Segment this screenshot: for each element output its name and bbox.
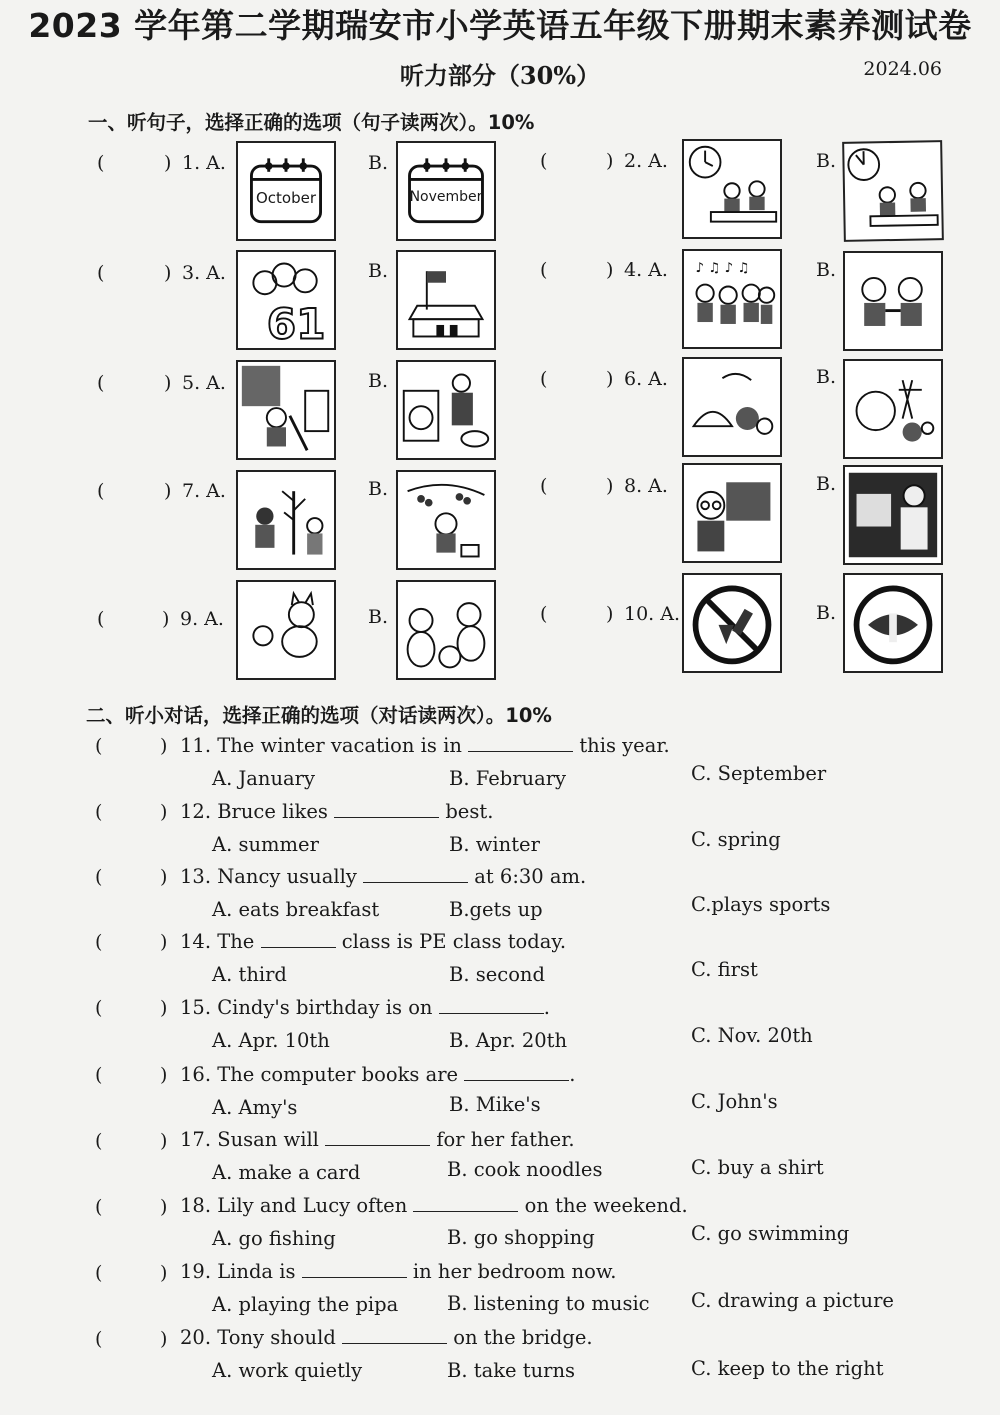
answer-paren-left: ( [97, 608, 105, 630]
q6-b-label: B. [816, 366, 837, 388]
q14-option-c: C. first [691, 958, 758, 981]
q14-blank[interactable] [261, 932, 336, 948]
answer-paren-left: ( [95, 801, 103, 823]
answer-paren-left: ( [97, 480, 105, 502]
answer-paren-left: ( [540, 259, 548, 281]
q5-a-picture-sweeping [236, 360, 336, 460]
q4-label: 4. A. [624, 259, 668, 281]
q1-a-calendar-text: October [255, 189, 317, 207]
q11-text-post: this year. [579, 734, 670, 757]
answer-paren-left: ( [95, 1196, 103, 1218]
q14-text-post: class is PE class today. [341, 930, 567, 953]
section2-heading: 二、听小对话，选择正确的选项（对话读两次）。10% [86, 704, 552, 727]
answer-paren-right: ) [164, 152, 172, 174]
answer-paren-right: ) [160, 1262, 168, 1284]
q19-text-post: in her bedroom now. [412, 1260, 617, 1283]
answer-paren-left: ( [97, 152, 105, 174]
q2-label: 2. A. [624, 150, 668, 172]
answer-paren-right: ) [160, 1064, 168, 1086]
q19-stem [180, 1260, 616, 1283]
answer-paren-right: ) [164, 262, 172, 284]
q2-a-picture-clock-kids [682, 139, 782, 239]
q18-blank[interactable] [413, 1196, 518, 1212]
q17-blank[interactable] [325, 1130, 430, 1146]
q6-b-picture-fruits [843, 359, 943, 459]
q3-a-picture-balloons-61 [236, 250, 336, 350]
q10-b-label: B. [816, 602, 837, 624]
answer-paren-left: ( [540, 603, 548, 625]
q20-option-b: B. take turns [447, 1359, 576, 1382]
q3-label: 3. A. [182, 262, 226, 284]
q17-text-post: for her father. [436, 1128, 575, 1151]
q1-b-calendar-text: November [409, 189, 483, 205]
section-subtitle: 听力部分（30%） [399, 61, 601, 90]
q12-option-a: A. summer [212, 833, 319, 856]
answer-paren-right: ) [164, 372, 172, 394]
answer-paren-right: ) [162, 608, 170, 630]
q12-option-b: B. winter [449, 833, 540, 856]
q18-option-b: B. go shopping [447, 1226, 595, 1249]
q9-b-label: B. [368, 606, 389, 628]
q14-text-pre: 14. The [180, 930, 255, 953]
answer-paren-right: ) [606, 150, 614, 172]
answer-paren-left: ( [95, 1328, 103, 1350]
section1-heading: 一、听句子，选择正确的选项（句子读两次）。10% [88, 111, 535, 134]
q6-a-picture-fruits [682, 357, 782, 457]
q18-text-post: on the weekend. [524, 1194, 688, 1217]
answer-paren-right: ) [606, 475, 614, 497]
q10-a-picture-no-snacks-sign [682, 573, 782, 673]
q12-text-post: best. [445, 800, 494, 823]
answer-paren-left: ( [95, 735, 103, 757]
q11-blank[interactable] [468, 736, 573, 752]
q13-text-pre: 13. Nancy usually [180, 865, 357, 888]
answer-paren-left: ( [97, 372, 105, 394]
q11-text-pre: 11. The winter vacation is in [180, 734, 462, 757]
q20-blank[interactable] [342, 1328, 447, 1344]
answer-paren-right: ) [164, 480, 172, 502]
q2-b-picture-clock-kids [842, 140, 944, 242]
answer-paren-right: ) [160, 997, 168, 1019]
answer-paren-left: ( [95, 1064, 103, 1086]
q19-text-pre: 19. Linda is [180, 1260, 296, 1283]
q13-option-a: A. eats breakfast [212, 898, 380, 921]
q15-option-b: B. Apr. 20th [449, 1029, 568, 1052]
q12-option-c: C. spring [691, 828, 781, 851]
q16-option-b: B. Mike's [449, 1093, 541, 1116]
answer-paren-right: ) [160, 801, 168, 823]
q20-stem [180, 1326, 593, 1349]
q4-b-label: B. [816, 259, 837, 281]
q8-b-label: B. [816, 473, 837, 495]
q14-option-b: B. second [449, 963, 545, 986]
q7-b-picture-picking-grapes [396, 470, 496, 570]
q20-option-a: A. work quietly [212, 1359, 363, 1382]
answer-paren-right: ) [160, 1196, 168, 1218]
q6-label: 6. A. [624, 368, 668, 390]
q18-stem [180, 1194, 688, 1217]
q15-text-pre: 15. Cindy's birthday is on [180, 996, 433, 1019]
answer-paren-left: ( [95, 997, 103, 1019]
q20-option-c: C. keep to the right [691, 1357, 884, 1380]
q7-a-picture-planting-tree [236, 470, 336, 570]
q17-option-a: A. make a card [212, 1161, 361, 1184]
answer-paren-left: ( [97, 262, 105, 284]
q1-b-label: B. [368, 152, 389, 174]
q15-blank[interactable] [439, 998, 544, 1014]
q16-option-c: C. John's [691, 1090, 778, 1113]
q7-b-label: B. [368, 478, 389, 500]
q15-option-c: C. Nov. 20th [691, 1024, 813, 1047]
q15-text-post: . [543, 996, 550, 1019]
answer-paren-right: ) [160, 1130, 168, 1152]
answer-paren-right: ) [606, 368, 614, 390]
q9-b-picture-cat-dog [396, 580, 496, 680]
q11-option-b: B. February [449, 767, 567, 790]
q16-option-a: A. Amy's [212, 1096, 298, 1119]
q13-option-c: C.plays sports [691, 893, 831, 916]
answer-paren-right: ) [606, 259, 614, 281]
q14-stem [180, 930, 566, 953]
q15-stem [180, 996, 550, 1019]
answer-paren-left: ( [540, 150, 548, 172]
answer-paren-right: ) [160, 931, 168, 953]
q5-label: 5. A. [182, 372, 226, 394]
q17-option-c: C. buy a shirt [691, 1156, 824, 1179]
q3-b-label: B. [368, 260, 389, 282]
q18-text-pre: 18. Lily and Lucy often [180, 1194, 408, 1217]
answer-paren-right: ) [160, 1328, 168, 1350]
q16-blank[interactable] [464, 1065, 569, 1081]
q19-option-a: A. playing the pipa [212, 1293, 399, 1316]
svg-text:61: 61 [266, 299, 326, 348]
q5-b-picture-washing-machine [396, 360, 496, 460]
q17-option-b: B. cook noodles [447, 1158, 603, 1181]
q8-a-picture-teacher-glasses [682, 463, 782, 563]
answer-paren-left: ( [95, 931, 103, 953]
q13-stem [180, 865, 586, 888]
q18-option-a: A. go fishing [212, 1227, 336, 1250]
q14-option-a: A. third [212, 963, 287, 986]
q12-text-pre: 12. Bruce likes [180, 800, 328, 823]
q7-label: 7. A. [182, 480, 226, 502]
q12-blank[interactable] [334, 802, 439, 818]
answer-paren-left: ( [540, 368, 548, 390]
q16-stem [180, 1063, 575, 1086]
q10-b-picture-quiet-sign [843, 573, 943, 673]
answer-paren-right: ) [160, 866, 168, 888]
q4-a-picture-kids-singing [682, 249, 782, 349]
q8-label: 8. A. [624, 475, 668, 497]
q4-b-picture-kids-playing [843, 251, 943, 351]
q15-option-a: A. Apr. 10th [212, 1029, 330, 1052]
q1-label: 1. A. [182, 152, 226, 174]
q9-label: 9. A. [180, 608, 224, 630]
q9-a-picture-cats [236, 580, 336, 680]
q17-text-pre: 17. Susan will [180, 1128, 319, 1151]
q16-text-post: . [569, 1063, 576, 1086]
answer-paren-left: ( [540, 475, 548, 497]
answer-paren-right: ) [606, 603, 614, 625]
q11-option-a: A. January [212, 767, 316, 790]
answer-paren-right: ) [160, 735, 168, 757]
q16-text-pre: 16. The computer books are [180, 1063, 459, 1086]
q19-option-b: B. listening to music [447, 1292, 650, 1315]
q5-b-label: B. [368, 370, 389, 392]
q19-option-c: C. drawing a picture [691, 1289, 894, 1312]
q20-text-pre: 20. Tony should [180, 1326, 336, 1349]
q12-stem [180, 800, 493, 823]
svg-text:♪ ♫ ♪ ♫: ♪ ♫ ♪ ♫ [695, 261, 750, 277]
answer-paren-left: ( [95, 866, 103, 888]
q2-b-label: B. [816, 150, 837, 172]
q18-option-c: C. go swimming [691, 1222, 850, 1245]
exam-date: 2024.06 [863, 58, 942, 80]
q20-text-post: on the bridge. [453, 1326, 593, 1349]
q3-b-picture-tiananmen [396, 250, 496, 350]
q10-label: 10. A. [624, 603, 681, 625]
answer-paren-left: ( [95, 1130, 103, 1152]
answer-paren-left: ( [95, 1262, 103, 1284]
q13-option-b: B.gets up [449, 898, 543, 921]
q11-option-c: C. September [691, 762, 827, 785]
exam-title: 2023 学年第二学期瑞安市小学英语五年级下册期末素养测试卷 [28, 6, 972, 45]
q17-stem [180, 1128, 575, 1151]
q19-blank[interactable] [302, 1262, 407, 1278]
q13-text-post: at 6:30 am. [474, 865, 587, 888]
q8-b-picture-teacher-board [843, 465, 943, 565]
q11-stem [180, 734, 670, 757]
q13-blank[interactable] [363, 867, 468, 883]
